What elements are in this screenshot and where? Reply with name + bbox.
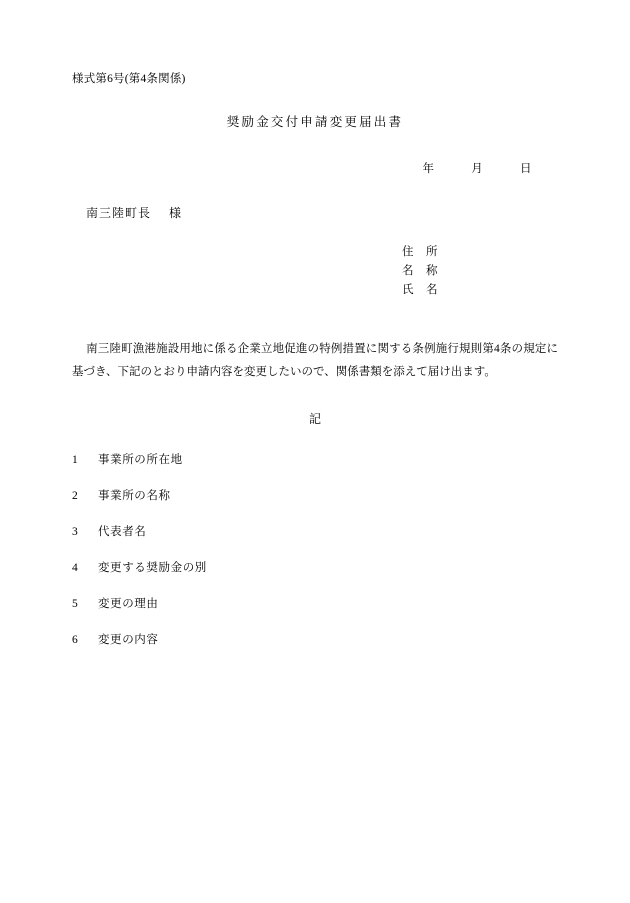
date-year-label: 年 — [422, 163, 435, 175]
list-item-label: 事業所の所在地 — [98, 453, 183, 466]
document-body — [72, 70, 558, 667]
date-month-label: 月 — [471, 163, 484, 175]
list-item-label: 代表者名 — [98, 525, 147, 538]
list-item — [72, 523, 558, 539]
addressee — [72, 204, 558, 221]
list-item-number: 2 — [72, 489, 79, 502]
list-item-number: 3 — [72, 525, 79, 538]
body-paragraph-text: 南三陸町漁港施設用地に係る企業立地促進の特例措置に関する条例施行規則第4条の規定に基づき、下記のとおり申請内容を変更したいので、関係書類を添えて届け出ます。 — [72, 342, 558, 378]
list-item — [72, 559, 558, 575]
list-item-number: 5 — [72, 597, 79, 610]
applicant-block — [72, 243, 558, 300]
list-item — [72, 595, 558, 611]
date-day-label: 日 — [520, 163, 532, 175]
list-item-label: 変更の理由 — [98, 597, 159, 610]
body-paragraph — [72, 338, 558, 384]
page-title: 奨励金交付申請変更届出書 — [226, 115, 404, 129]
addressee-name: 南三陸町長 — [86, 206, 152, 220]
list-item — [72, 631, 558, 647]
addressee-honorific: 様 — [169, 206, 183, 220]
list-item-label: 事業所の名称 — [98, 489, 171, 502]
form-code: 様式第6号(第4条関係) — [72, 73, 186, 85]
ki-marker: 記 — [308, 411, 321, 426]
list-item — [72, 487, 558, 503]
list-item-number: 1 — [72, 453, 79, 466]
list-item-number: 6 — [72, 633, 79, 646]
list-item-label: 変更の内容 — [98, 633, 159, 646]
list-item — [72, 451, 558, 467]
item-list — [72, 451, 558, 647]
date-line — [72, 160, 558, 176]
list-item-number: 4 — [72, 561, 79, 574]
applicant-company-label: 名 称 — [402, 264, 438, 277]
applicant-address-label: 住 所 — [402, 246, 438, 258]
applicant-name-label: 氏 名 — [402, 283, 438, 296]
list-item-label: 変更する奨励金の別 — [98, 561, 207, 574]
